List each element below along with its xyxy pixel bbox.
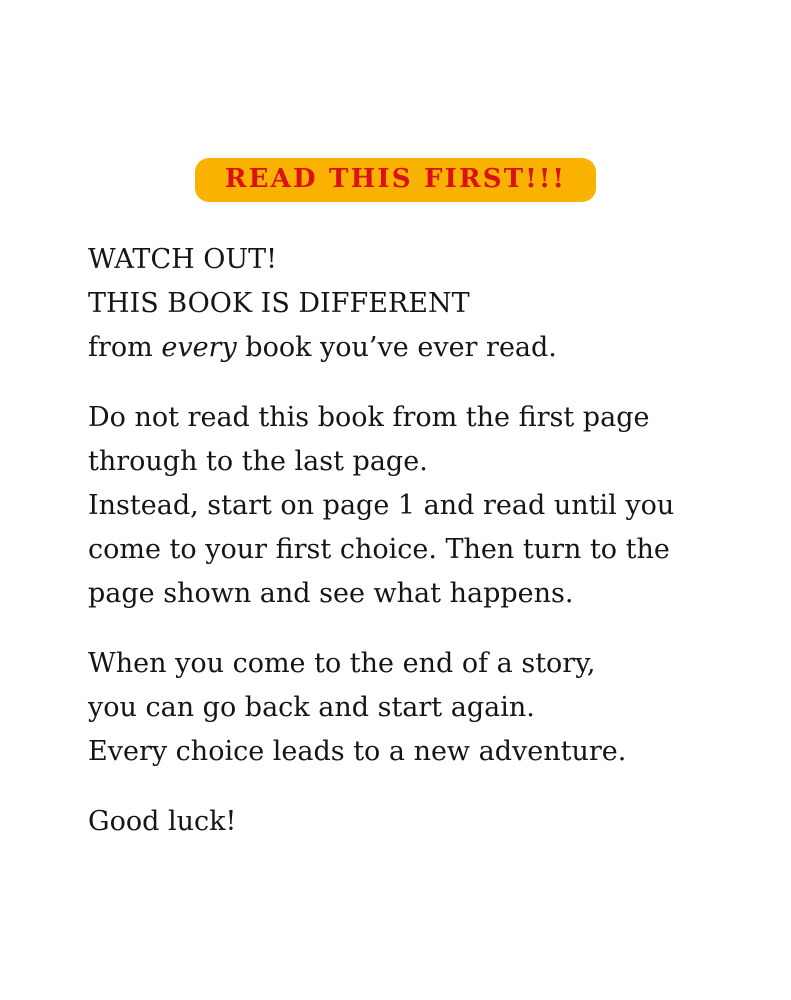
body-copy [88,238,728,844]
paragraph-ending-line-3: Every choice leads to a new adventure. [88,736,627,767]
paragraph-warning-line-1: WATCH OUT! [88,244,277,275]
paragraph-ending-line-1: When you come to the end of a story, [88,648,596,679]
paragraph-closing [88,800,728,844]
paragraph-ending-line-2: you can go back and start again. [88,692,535,723]
paragraph-ending [88,642,728,774]
paragraph-instructions [88,396,728,616]
read-this-first-banner-container [0,158,791,202]
paragraph-instructions-line-2: through to the last page. [88,446,428,477]
banner-label: READ THIS FIRST!!! [224,164,567,194]
paragraph-instructions-line-3: Instead, start on page 1 and read until you [88,490,675,521]
paragraph-instructions-line-5: page shown and see what happens. [88,578,574,609]
paragraph-warning-line-2: THIS BOOK IS DIFFERENT [88,288,470,319]
read-this-first-banner [195,158,596,202]
paragraph-closing-line-1: Good luck! [88,806,237,837]
paragraph-warning [88,238,728,370]
paragraph-instructions-line-4: come to your first choice. Then turn to the [88,534,670,565]
paragraph-warning-line-3: from every book you’ve ever read. [88,332,557,363]
paragraph-instructions-line-1: Do not read this book from the first page [88,402,650,433]
